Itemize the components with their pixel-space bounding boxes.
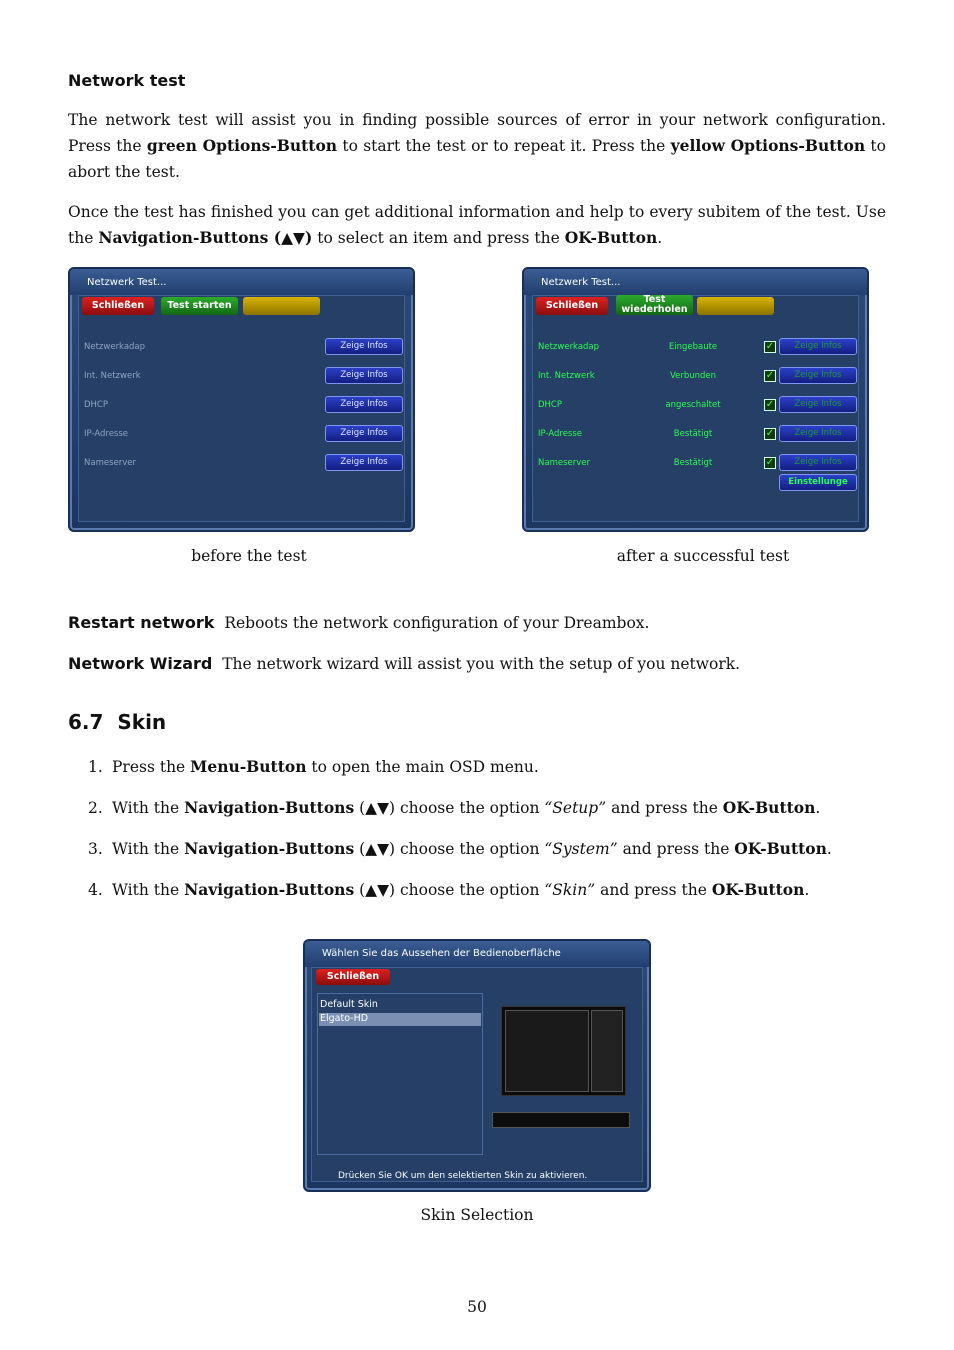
test-row-status: angeschaltet <box>665 400 721 410</box>
subsection-heading: Network test <box>68 71 186 90</box>
close-button[interactable]: Schließen <box>536 297 608 315</box>
paragraph-network-test-1 <box>68 107 886 185</box>
bold-term: Navigation-Buttons <box>184 798 355 817</box>
test-row-label: IP-Adresse <box>84 429 129 439</box>
abort-button[interactable] <box>243 297 320 315</box>
bold-term: OK-Button <box>711 880 805 899</box>
test-row-label: Int. Netzwerk <box>538 371 595 381</box>
section-title: Skin <box>117 710 167 734</box>
hint-text: Drücken Sie OK um den selektierten Skin zu aktivieren. <box>338 1171 588 1181</box>
bold-term: green Options-Button <box>146 136 338 155</box>
start-test-button[interactable]: Test starten <box>161 297 238 315</box>
test-row-label: Nameserver <box>538 458 590 468</box>
test-row-status: Bestätigt <box>673 458 713 468</box>
option-name: “Skin” <box>544 881 596 899</box>
test-row-label: Int. Netzwerk <box>84 371 141 381</box>
caption-after: after a successful test <box>616 547 790 565</box>
repeat-label-line1: Test <box>643 294 666 305</box>
bold-term: Navigation-Buttons <box>184 839 355 858</box>
text-run: (▲▼) choose the option <box>354 799 545 817</box>
screenshot-before-test <box>68 267 415 532</box>
caption-before: before the test <box>191 547 307 565</box>
step-item <box>88 798 878 839</box>
bold-term: OK-Button <box>564 228 658 247</box>
text-run: . <box>804 881 810 899</box>
bold-term: OK-Button <box>722 798 816 817</box>
abort-button[interactable] <box>697 297 774 315</box>
text-run: Once the test has finished you can get additional information and help to every subitem of the test. Use the <box>68 203 886 247</box>
check-icon: ✓ <box>765 341 775 352</box>
screenshot-after-test <box>522 267 869 532</box>
test-row-label: DHCP <box>538 400 562 410</box>
check-icon: ✓ <box>765 399 775 410</box>
bold-term: yellow Options-Button <box>670 136 866 155</box>
caption-skin: Skin Selection <box>420 1206 534 1224</box>
text-run: With the <box>112 881 185 899</box>
step-number: 4. <box>88 881 103 899</box>
osd-title: Wählen Sie das Aussehen der Bedienoberfläche <box>305 941 649 967</box>
text-run: (▲▼) choose the option <box>354 840 545 858</box>
page-number: 50 <box>467 1298 487 1316</box>
text-run: to open the main OSD menu. <box>306 758 539 776</box>
step-number: 2. <box>88 799 103 817</box>
preview-side-panel <box>591 1010 623 1092</box>
network-wizard-entry <box>68 651 886 677</box>
osd-title: Netzwerk Test... <box>70 269 413 295</box>
step-item <box>88 839 878 880</box>
step-number: 1. <box>88 758 103 776</box>
check-icon: ✓ <box>765 370 775 381</box>
text-run: and press the <box>606 799 723 817</box>
paragraph-network-test-2 <box>68 199 886 251</box>
step-item <box>88 757 878 798</box>
screenshot-skin-selection <box>303 939 651 1192</box>
step-number: 3. <box>88 840 103 858</box>
text-run: The network test will assist you in finding possible sources of error in your network configuration. Press the <box>68 111 886 155</box>
test-row-status: Eingebaute <box>668 342 718 352</box>
show-info-button[interactable]: Zeige Infos <box>779 454 857 471</box>
text-run: . <box>826 840 832 858</box>
osd-body <box>532 295 859 522</box>
text-run: (▲▼) choose the option <box>354 881 545 899</box>
text-run: to start the test or to repeat it. Press the <box>337 137 671 155</box>
text-run: to abort the test. <box>68 137 886 181</box>
test-row-label: Netzwerkadap <box>538 342 600 352</box>
settings-button[interactable]: Einstellunge <box>779 474 857 491</box>
osd-title: Netzwerk Test... <box>524 269 867 295</box>
section-number: 6.7 <box>68 710 104 734</box>
network-wizard-term: Network Wizard <box>68 654 213 673</box>
restart-network-term: Restart network <box>68 613 215 632</box>
show-info-button[interactable]: Zeige Infos <box>325 367 403 384</box>
show-info-button[interactable]: Zeige Infos <box>779 425 857 442</box>
text-run: With the <box>112 840 185 858</box>
show-info-button[interactable]: Zeige Infos <box>325 454 403 471</box>
show-info-button[interactable]: Zeige Infos <box>779 367 857 384</box>
show-info-button[interactable]: Zeige Infos <box>779 396 857 413</box>
close-button[interactable]: Schließen <box>316 969 390 985</box>
bold-term: OK-Button <box>734 839 827 858</box>
text-run: Press the <box>112 758 191 776</box>
text-run: . <box>815 799 821 817</box>
skin-preview-image <box>501 1006 626 1096</box>
text-run: With the <box>112 799 185 817</box>
show-info-button[interactable]: Zeige Infos <box>325 396 403 413</box>
text-run: to select an item and press the <box>312 229 565 247</box>
section-heading <box>68 710 166 734</box>
text-run: and press the <box>617 840 735 858</box>
osd-body <box>311 967 643 1182</box>
show-info-button[interactable]: Zeige Infos <box>325 338 403 355</box>
check-icon: ✓ <box>765 457 775 468</box>
repeat-test-button[interactable] <box>616 295 693 315</box>
network-wizard-text: The network wizard will assist you with the setup of you network. <box>222 655 741 673</box>
close-button[interactable]: Schließen <box>82 297 154 315</box>
bold-term: Menu-Button <box>190 757 307 776</box>
test-row-label: DHCP <box>84 400 108 410</box>
test-row-label: Netzwerkadap <box>84 342 146 352</box>
osd-body <box>78 295 405 522</box>
bold-term: Navigation-Buttons <box>184 880 355 899</box>
option-name: “System” <box>544 840 618 858</box>
bold-term: Navigation-Buttons (▲▼) <box>98 228 313 247</box>
text-run: and press the <box>595 881 712 899</box>
skin-item-selected[interactable]: Elgato-HD <box>319 1013 481 1026</box>
option-name: “Setup” <box>544 799 607 817</box>
skin-list <box>317 993 483 1155</box>
test-row-label: Nameserver <box>84 458 136 468</box>
restart-network-entry <box>68 610 886 636</box>
show-info-button[interactable]: Zeige Infos <box>779 338 857 355</box>
skin-preview-infobar <box>492 1112 630 1128</box>
preview-menu-panel <box>505 1010 589 1092</box>
repeat-label-line2: wiederholen <box>621 304 688 315</box>
steps-list <box>88 757 878 921</box>
skin-item-default[interactable]: Default Skin <box>320 999 378 1010</box>
test-row-status: Bestätigt <box>673 429 713 439</box>
step-item <box>88 880 878 921</box>
test-row-label: IP-Adresse <box>538 429 583 439</box>
test-row-status: Verbunden <box>669 371 717 381</box>
check-icon: ✓ <box>765 428 775 439</box>
text-run: . <box>657 229 663 247</box>
show-info-button[interactable]: Zeige Infos <box>325 425 403 442</box>
restart-network-text: Reboots the network configuration of your Dreambox. <box>224 614 650 632</box>
